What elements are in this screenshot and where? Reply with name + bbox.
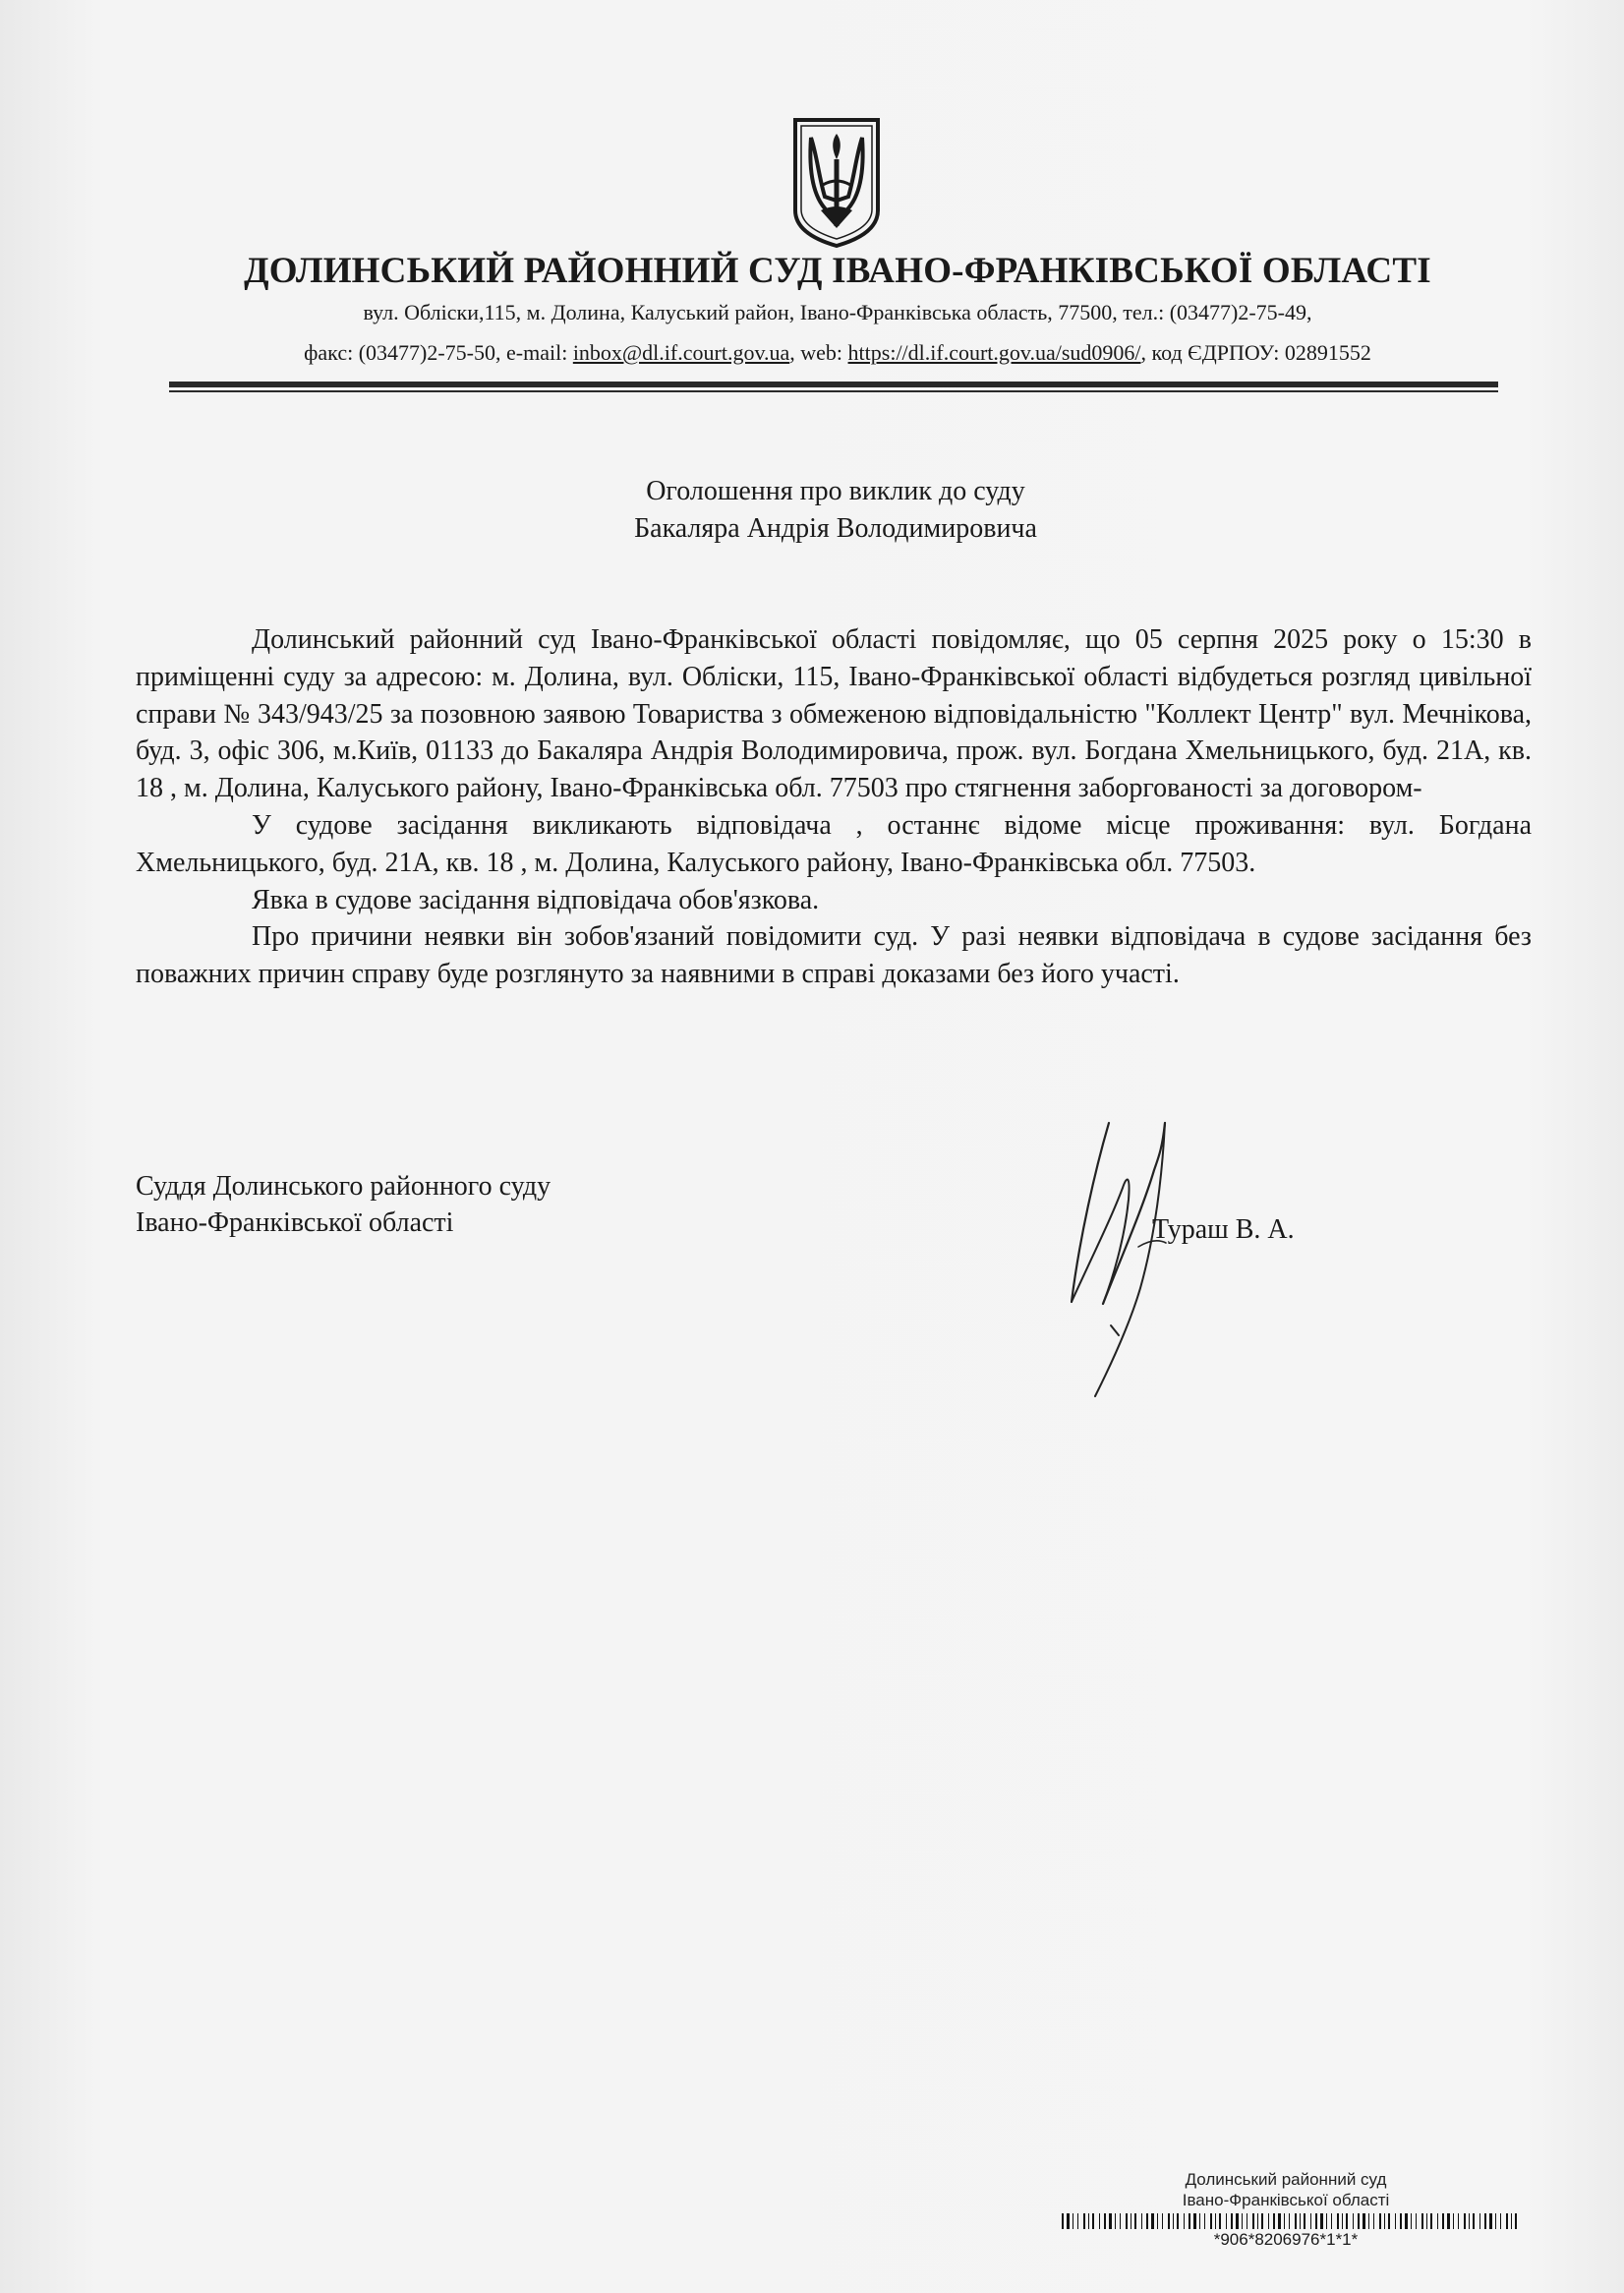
barcode-bar [1479, 2213, 1480, 2229]
handwritten-signature [1052, 1111, 1219, 1406]
barcode-bar [1177, 2213, 1179, 2229]
barcode-bar [1430, 2213, 1432, 2229]
barcode-bar [1506, 2213, 1508, 2229]
judge-position-line-2: Івано-Франківської області [136, 1207, 454, 1238]
barcode-bar [1405, 2213, 1408, 2229]
barcode-bar [1261, 2213, 1263, 2229]
fax-text: факс: (03477)2-75-50, e-mail: [304, 340, 573, 365]
barcode-bar [1199, 2213, 1200, 2229]
barcode-bar [1088, 2213, 1089, 2229]
barcode-bar [1442, 2213, 1444, 2229]
header-divider-thick [169, 382, 1498, 387]
barcode-code: *906*8206976*1*1* [1213, 2230, 1359, 2249]
header-divider-thin [169, 390, 1498, 392]
web-link[interactable]: https://dl.if.court.gov.ua/sud0906/ [847, 340, 1141, 365]
body-paragraph-3: Явка в судове засідання відповідача обов'язкова. [252, 884, 820, 915]
barcode-bar [1384, 2213, 1385, 2229]
barcode-bar [1077, 2213, 1078, 2229]
barcode-bar [1092, 2213, 1094, 2229]
barcode-bar [1447, 2213, 1450, 2229]
barcode-bar [1484, 2213, 1486, 2229]
barcode-bar [1489, 2213, 1492, 2229]
barcode-bar [1210, 2213, 1212, 2229]
barcode-bar [1300, 2213, 1301, 2229]
barcode-bar [1400, 2213, 1402, 2229]
barcode-bar [1346, 2213, 1348, 2229]
court-name: ДОЛИНСЬКИЙ РАЙОННИЙ СУД ІВАНО-ФРАНКІВСЬКОЇ ОБЛАСТІ [244, 251, 1431, 291]
barcode-bar [1320, 2213, 1323, 2229]
trident-coat-of-arms-icon [791, 116, 882, 250]
notice-title: Оголошення про виклик до суду [646, 476, 1025, 506]
registry-barcode [1062, 2213, 1524, 2229]
notice-addressee: Бакаляра Андрія Володимировича [634, 513, 1037, 544]
barcode-bar [1193, 2213, 1196, 2229]
barcode-bar [1388, 2213, 1390, 2229]
body-paragraph-4: Про причини неявки він зобов'язаний повідомити суд. У разі неявки відповідача в судове засідання без поважних причин справу буде розглянуто за наявними в справі доказами без його участі. [136, 921, 1532, 990]
web-label: , web: [789, 340, 848, 365]
notice-body [136, 621, 1532, 993]
barcode-bar [1511, 2213, 1512, 2229]
court-address-line: вул. Обліски,115, м. Долина, Калуський район, Івано-Франківська область, 77500, тел.: (03477)2-75-49, [363, 300, 1312, 324]
barcode-bar [1453, 2213, 1454, 2229]
barcode-bar [1204, 2213, 1205, 2229]
barcode-bar [1473, 2213, 1475, 2229]
barcode-bar [1342, 2213, 1343, 2229]
barcode-bar [1284, 2213, 1285, 2229]
judge-position-line-1: Суддя Долинського районного суду [136, 1171, 551, 1202]
barcode-bar [1379, 2213, 1381, 2229]
barcode-bar [1173, 2213, 1174, 2229]
barcode-bar [1268, 2213, 1269, 2229]
email-link[interactable]: inbox@dl.if.court.gov.ua [572, 340, 790, 365]
barcode-bar [1252, 2213, 1254, 2229]
barcode-bar [1421, 2213, 1423, 2229]
barcode-bar [1226, 2213, 1227, 2229]
barcode-bar [1215, 2213, 1216, 2229]
barcode-bar [1395, 2213, 1396, 2229]
barcode-bar [1109, 2213, 1112, 2229]
barcode-bar [1426, 2213, 1427, 2229]
edrpou-text: , код ЄДРПОУ: 02891552 [1140, 340, 1371, 365]
judge-position [136, 1168, 551, 1241]
body-paragraph-1: Долинський районний суд Івано-Франківської області повідомляє, що 05 серпня 2025 року о 15:30 в приміщенні суду за адресою: м. Долина, вул. Обліски, 115, Івано-Франківської області відбудеться розгляд цивільної справи № 343/943/25 за позовною заявою Товариства з обмеженою відповідальністю "Коллект Центр" вул. Мечнікова, буд. 3, офіс 306, м.Київ, 01133 до Бакаляра Андрія Володимировича, прож. вул. Богдана Хмельницького, буд. 21А, кв. 18 , м. Долина, Калуського району, Івано-Франківська обл. 77503 про стягнення заборгованості за договором- [136, 624, 1532, 804]
barcode-bar [1242, 2213, 1243, 2229]
barcode-bar [1278, 2213, 1281, 2229]
judge-name: Тураш В. А. [1152, 1214, 1295, 1245]
barcode-bar [1310, 2213, 1311, 2229]
barcode-bar [1115, 2213, 1116, 2229]
barcode-bar [1120, 2213, 1121, 2229]
barcode-bar [1157, 2213, 1158, 2229]
barcode-bar [1257, 2213, 1258, 2229]
barcode-bar [1219, 2213, 1221, 2229]
barcode-bar [1104, 2213, 1106, 2229]
court-contacts-line [118, 340, 1557, 366]
barcode-bar [1162, 2213, 1163, 2229]
barcode-bar [1368, 2213, 1369, 2229]
barcode-bar [1304, 2213, 1305, 2229]
barcode-bar [1134, 2213, 1136, 2229]
body-paragraph-2: У судове засідання викликають відповідача , останнє відоме місце проживання: вул. Богдана Хмельницького, буд. 21А, кв. 18 , м. Долина, Калуського району, Івано-Франківська обл. 77503. [136, 809, 1532, 878]
barcode-bar [1337, 2213, 1339, 2229]
barcode-bar [1416, 2213, 1417, 2229]
barcode-bar [1067, 2213, 1070, 2229]
barcode-bar [1358, 2213, 1360, 2229]
barcode-bar [1289, 2213, 1290, 2229]
barcode-bar [1273, 2213, 1275, 2229]
barcode-bar [1464, 2213, 1466, 2229]
barcode-bar [1515, 2213, 1517, 2229]
barcode-bar [1126, 2213, 1128, 2229]
barcode-bar [1083, 2213, 1085, 2229]
barcode-bar [1168, 2213, 1170, 2229]
barcode-bar [1495, 2213, 1496, 2229]
barcode-bar [1331, 2213, 1332, 2229]
barcode-bar [1184, 2213, 1185, 2229]
barcode-bar [1151, 2213, 1154, 2229]
barcode-bar [1062, 2213, 1064, 2229]
barcode-bar [1231, 2213, 1233, 2229]
barcode-bar [1146, 2213, 1148, 2229]
barcode-bar [1437, 2213, 1438, 2229]
registry-stamp-line-1: Долинський районний суд [1185, 2170, 1387, 2189]
registry-stamp-line-2: Івано-Франківської області [1182, 2191, 1390, 2209]
barcode-bar [1363, 2213, 1365, 2229]
barcode-bar [1326, 2213, 1327, 2229]
barcode-bar [1500, 2213, 1501, 2229]
barcode-bar [1236, 2213, 1239, 2229]
barcode-bar [1469, 2213, 1470, 2229]
barcode-bar [1411, 2213, 1412, 2229]
barcode-bar [1315, 2213, 1317, 2229]
barcode-bar [1373, 2213, 1374, 2229]
barcode-bar [1295, 2213, 1297, 2229]
barcode-bar [1141, 2213, 1142, 2229]
barcode-bar [1458, 2213, 1459, 2229]
barcode-bar [1189, 2213, 1190, 2229]
barcode-bar [1099, 2213, 1100, 2229]
barcode-bar [1353, 2213, 1354, 2229]
